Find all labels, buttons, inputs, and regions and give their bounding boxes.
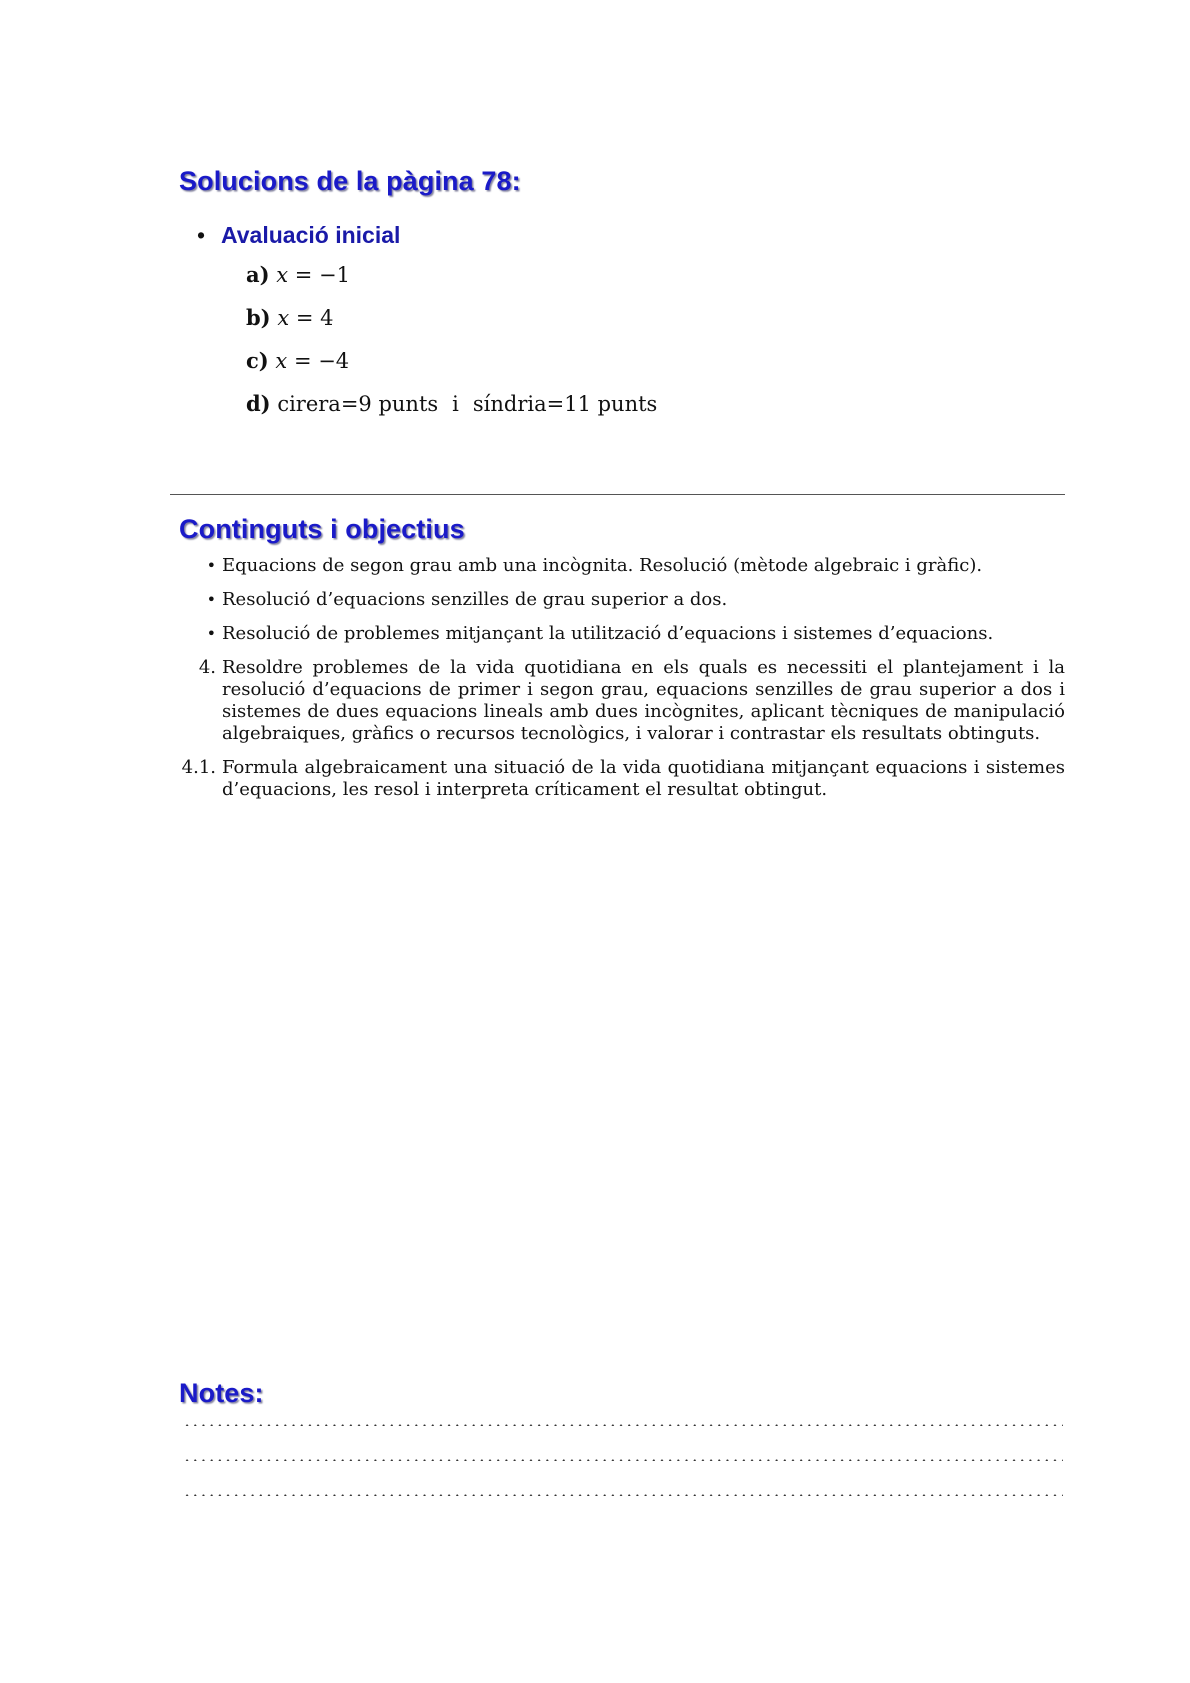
answer-label: b) xyxy=(246,305,271,330)
math-variable: x xyxy=(275,349,288,373)
solutions-title: Solucions de la pàgina 78: xyxy=(179,166,521,196)
math-equation: = −1 xyxy=(288,263,350,287)
item-number: 4.1. xyxy=(181,757,216,778)
answer-label: c) xyxy=(246,348,269,373)
list-item-text: Resolució d’equacions senzilles de grau superior a dos. xyxy=(222,589,728,610)
answer-separator: i xyxy=(452,392,459,416)
list-item xyxy=(170,657,1065,745)
bullet-icon: • xyxy=(206,624,216,643)
answer-d xyxy=(246,391,657,416)
bullet-icon: • xyxy=(206,590,216,609)
list-item-text: Resoldre problemes de la vida quotidiana en els quals es necessiti el plantejament i la resolució d’equacions de primer i segon grau, equacions senzilles de grau superior a dos i sistemes de dues equacions lineals amb dues incògnites, aplicant tècniques de manipulació algebraiques, gràfics o recursos tecnològics, i valorar i contrastar els resultats obtinguts. xyxy=(222,657,1065,744)
list-item xyxy=(170,757,1065,801)
answer-a xyxy=(246,262,350,287)
list-item-text: Resolució de problemes mitjançant la utilització d’equacions i sistemes d’equacions. xyxy=(222,623,994,644)
list-item xyxy=(170,555,1065,577)
answer-b xyxy=(246,305,333,330)
subsection-heading xyxy=(197,222,400,249)
item-number: 4. xyxy=(198,657,216,678)
math-equation: = 4 xyxy=(289,306,334,330)
list-item-text: Formula algebraicament una situació de la vida quotidiana mitjançant equacions i sistemes d’equacions, les resol i interpreta críticament el resultat obtingut. xyxy=(222,757,1065,800)
math-variable: x xyxy=(276,263,289,287)
list-item-text: Equacions de segon grau amb una incògnita. Resolució (mètode algebraic i gràfic). xyxy=(222,555,983,576)
answer-label: a) xyxy=(246,262,270,287)
answer-c xyxy=(246,348,349,373)
notes-dotted-line xyxy=(183,1424,1063,1426)
notes-title: Notes: xyxy=(179,1378,264,1408)
notes-dotted-line xyxy=(183,1459,1063,1461)
list-item xyxy=(170,623,1065,645)
math-variable: x xyxy=(277,306,290,330)
answer-text-watermelon: síndria=11 punts xyxy=(472,392,658,416)
bullet-icon: • xyxy=(206,556,216,575)
contents-title: Continguts i objectius xyxy=(179,514,465,544)
list-item xyxy=(170,589,1065,611)
section-divider xyxy=(170,494,1065,495)
contents-list xyxy=(170,555,1065,813)
subsection-title: Avaluació inicial xyxy=(221,222,401,248)
notes-dotted-line xyxy=(183,1494,1063,1496)
answer-label: d) xyxy=(246,391,271,416)
bullet-icon: • xyxy=(197,222,206,248)
answer-text-cherry: cirera=9 punts xyxy=(277,392,439,416)
math-equation: = −4 xyxy=(287,349,350,373)
